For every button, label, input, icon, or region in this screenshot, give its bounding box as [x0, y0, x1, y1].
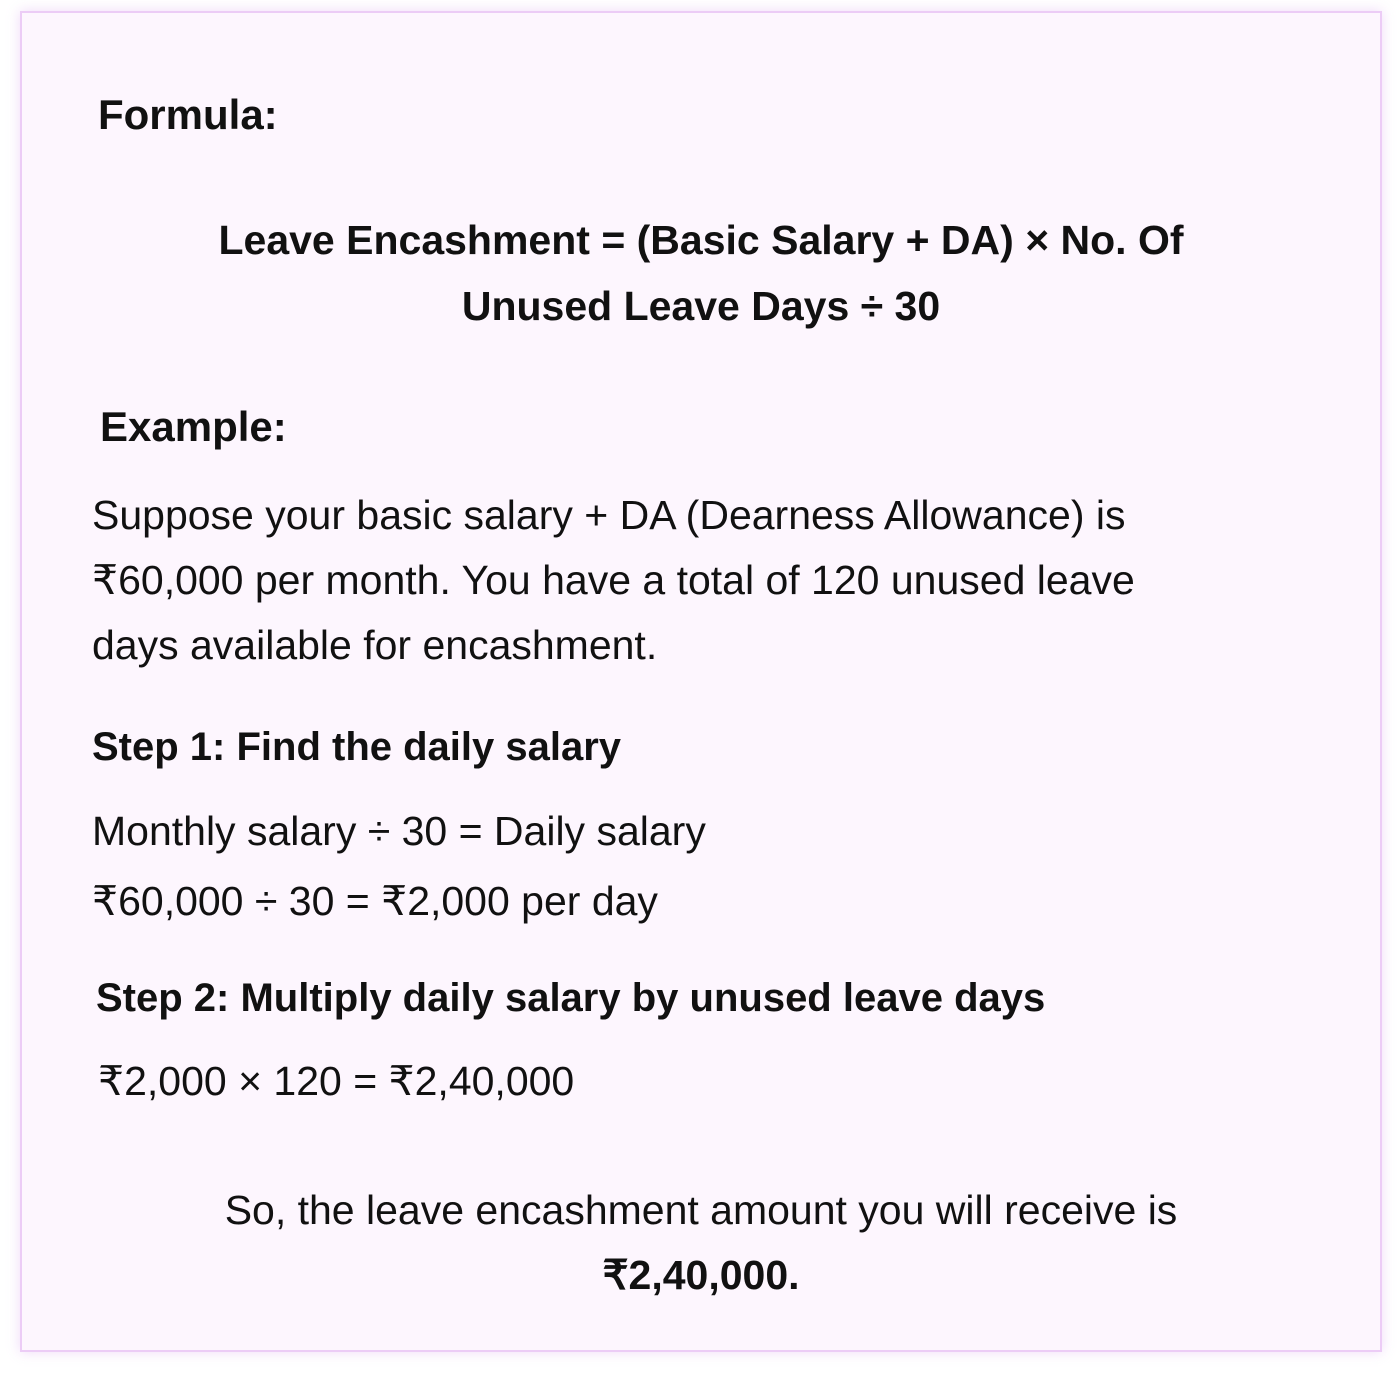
example-line-1: Suppose your basic salary + DA (Dearness Allowance) is — [92, 492, 1126, 538]
formula-card — [20, 11, 1382, 1352]
example-line-2: ₹60,000 per month. You have a total of 120 unused leave — [92, 557, 1135, 603]
example-heading: Example: — [100, 403, 287, 450]
step2-heading: Step 2: Multiply daily salary by unused leave days — [96, 976, 1046, 1020]
conclusion-line: So, the leave encashment amount you will receive is — [224, 1187, 1178, 1233]
step1-line-2: ₹60,000 ÷ 30 = ₹2,000 per day — [92, 878, 658, 924]
step1-line-1: Monthly salary ÷ 30 = Daily salary — [92, 808, 706, 854]
formula-line-1: Leave Encashment = (Basic Salary + DA) × No. Of — [218, 217, 1184, 263]
step1-heading: Step 1: Find the daily salary — [92, 725, 622, 769]
formula-heading: Formula: — [98, 91, 278, 138]
example-line-3: days available for encashment. — [92, 622, 658, 668]
formula-line-2: Unused Leave Days ÷ 30 — [461, 283, 941, 329]
conclusion-amount: ₹2,40,000. — [602, 1252, 800, 1298]
step2-line-1: ₹2,000 × 120 = ₹2,40,000 — [98, 1058, 575, 1104]
